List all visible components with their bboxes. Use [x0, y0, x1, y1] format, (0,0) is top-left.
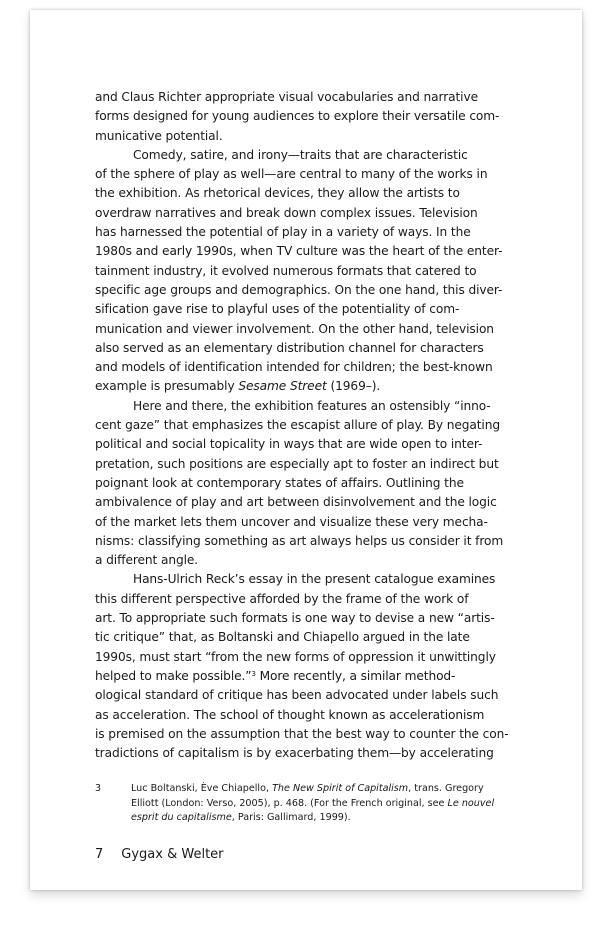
page-footer	[95, 847, 224, 862]
text-line: as acceleration. The school of thought known as accelerationism	[95, 707, 485, 722]
text-line: also served as an elementary distribution channel for characters	[95, 340, 484, 355]
text-line: nisms: classifying something as art always helps us consider it from	[95, 533, 504, 548]
footnote-segment: , trans. Gregory	[408, 783, 484, 794]
footnote-line	[131, 797, 527, 812]
text-line: ological standard of critique has been advocated under labels such	[95, 688, 499, 703]
text-line: this different perspective afforded by the frame of the work of	[95, 591, 469, 606]
text-line: a different angle.	[95, 553, 199, 568]
footnote	[95, 782, 527, 826]
paragraph-start-line: Here and there, the exhibition features an ostensibly “inno-	[133, 398, 491, 413]
text-line: municative potential.	[95, 128, 223, 143]
footnote-reference: 3	[251, 669, 256, 678]
text-segment: (1969–).	[330, 379, 381, 394]
text-line: pretation, such positions are especially apt to foster an indirect but	[95, 456, 499, 471]
text-line: tainment industry, it evolved numerous formats that catered to	[95, 263, 477, 278]
text-segment: More recently, a similar method-	[259, 668, 456, 683]
text-line: 1990s, must start “from the new forms of oppression it unwittingly	[95, 649, 496, 664]
paragraph-start-line: Hans-Ulrich Reck’s essay in the present catalogue examines	[133, 572, 496, 587]
text-line: ambivalence of play and art between disinvolvement and the logic	[95, 495, 497, 510]
running-title: Gygax & Welter	[121, 847, 224, 862]
footnote-italic-title: esprit du capitalisme	[131, 812, 232, 823]
text-line: munication and viewer involvement. On the other hand, television	[95, 321, 494, 336]
text-line: and Claus Richter appropriate visual vocabularies and narrative	[95, 90, 478, 104]
text-line: is premised on the assumption that the best way to counter the con-	[95, 726, 509, 741]
text-line: political and social topicality in ways that are wide open to inter-	[95, 437, 483, 452]
text-line: has harnessed the potential of play in a variety of ways. In the	[95, 225, 471, 240]
text-line: overdraw narratives and break down complex issues. Television	[95, 205, 478, 220]
footnote-line	[131, 811, 527, 826]
text-line: sification gave rise to playful uses of the potentiality of com-	[95, 302, 460, 317]
text-line: poignant look at contemporary states of affairs. Outlining the	[95, 475, 464, 490]
italic-title: Sesame Street	[238, 379, 327, 394]
text-line: of the market lets them uncover and visualize these very mecha-	[95, 514, 488, 529]
text-line: specific age groups and demographics. On the one hand, this diver-	[95, 282, 503, 297]
footnote-line	[131, 782, 527, 797]
text-line: cent gaze” that emphasizes the escapist allure of play. By negating	[95, 418, 500, 433]
book-page	[30, 10, 582, 890]
text-line: the exhibition. As rhetorical devices, they allow the artists to	[95, 186, 460, 201]
footnote-italic-title: Le nouvel	[447, 797, 495, 809]
footnote-segment: Luc Boltanski, Ève Chiapello,	[131, 783, 269, 794]
footnote-number: 3	[95, 783, 102, 794]
body-text	[95, 88, 527, 763]
text-line: forms designed for young audiences to explore their versatile com-	[95, 109, 500, 124]
text-line: tic critique” that, as Boltanski and Chiapello argued in the late	[95, 630, 470, 645]
text-segment: helped to make possible.”	[95, 668, 252, 683]
text-line: 1980s and early 1990s, when TV culture was the heart of the enter-	[95, 244, 503, 259]
paragraph-start-line: Comedy, satire, and irony—traits that are characteristic	[133, 147, 468, 162]
text-line: art. To appropriate such formats is one way to devise a new “artis-	[95, 611, 495, 626]
text-line	[95, 667, 527, 686]
footnote-text	[131, 782, 527, 826]
text-line	[95, 377, 527, 396]
text-line: and models of identification intended for children; the best-known	[95, 360, 493, 375]
page-number: 7	[95, 847, 104, 862]
text-line: tradictions of capitalism is by exacerbating them—by accelerating	[95, 746, 494, 761]
footnote-segment: , Paris: Gallimard, 1999).	[231, 812, 351, 823]
text-line: of the sphere of play as well—are central to many of the works in	[95, 167, 488, 182]
footnote-italic-title: The New Spirit of Capitalism	[272, 783, 409, 794]
text-segment: example is presumably	[95, 379, 235, 394]
footnote-segment: Elliott (London: Verso, 2005), p. 468. (For the French original, see	[131, 797, 445, 809]
